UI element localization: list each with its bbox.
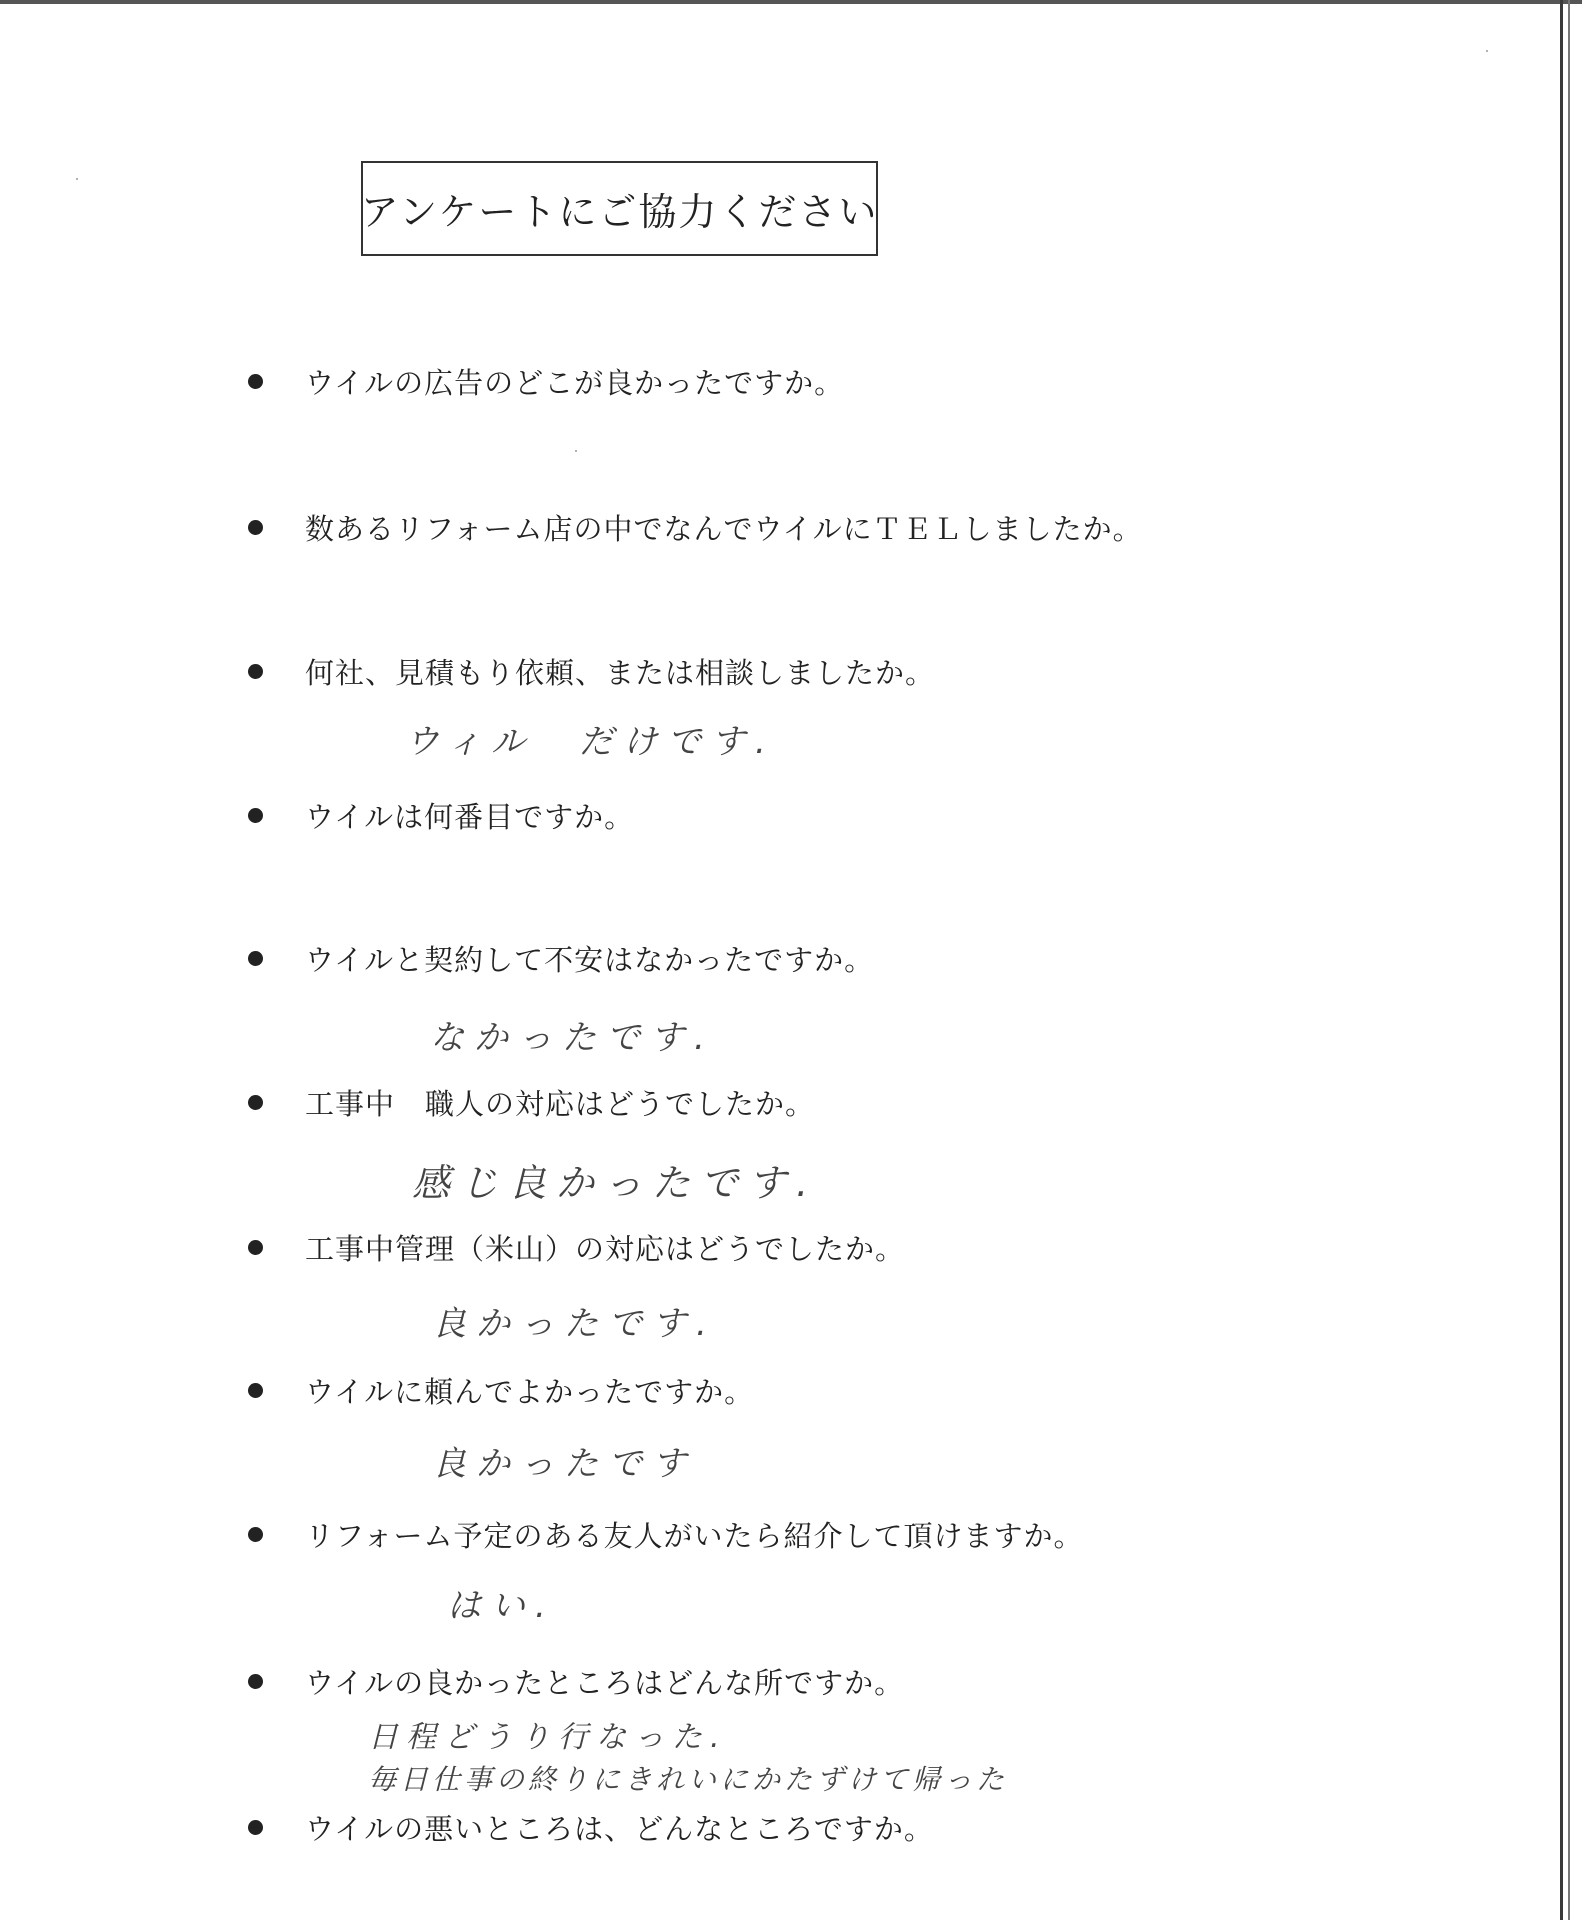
question-item [248, 651, 935, 691]
question-text: ウイルに頼んでよかったですか。 [305, 1374, 755, 1409]
handwritten-answer: なかったです. [430, 1018, 715, 1058]
question-item [248, 1370, 754, 1410]
bullet-icon [248, 1383, 263, 1398]
question-text: 数あるリフォーム店の中でなんでウイルにＴＥＬしましたか。 [305, 511, 1143, 546]
handwritten-answer: 良かったです. [432, 1304, 717, 1344]
question-text: 何社、見積もり依頼、または相談しましたか。 [305, 655, 936, 690]
question-item [248, 1807, 934, 1847]
question-item [248, 938, 874, 978]
scan-right-edge-inner [1568, 0, 1570, 1920]
question-item [248, 361, 844, 401]
handwritten-answer: 良かったです [432, 1444, 696, 1484]
bullet-icon [248, 1095, 263, 1110]
handwritten-answer: ウィル だけです. [405, 722, 776, 762]
bullet-icon [248, 808, 263, 823]
question-item [248, 1082, 815, 1122]
scan-right-edge [1560, 0, 1563, 1920]
survey-title-box [361, 161, 878, 256]
scan-top-edge [0, 0, 1582, 4]
question-item [248, 1661, 904, 1701]
question-item [248, 1514, 1084, 1554]
question-item [248, 795, 634, 835]
question-text: リフォーム予定のある友人がいたら紹介して頂けますか。 [305, 1518, 1084, 1553]
question-text: ウイルの広告のどこが良かったですか。 [305, 365, 845, 400]
question-text: 工事中 職人の対応はどうでしたか。 [305, 1086, 816, 1121]
bullet-icon [248, 1527, 263, 1542]
bullet-icon [248, 1674, 263, 1689]
question-text: ウイルは何番目ですか。 [305, 799, 635, 834]
scan-speck [575, 450, 577, 452]
bullet-icon [248, 374, 263, 389]
handwritten-answer-line-2: 毎日仕事の終りにきれいにかたずけて帰った [368, 1763, 1009, 1796]
bullet-icon [248, 520, 263, 535]
bullet-icon [248, 1820, 263, 1835]
handwritten-answer: はい. [447, 1586, 556, 1626]
question-text: ウイルの良かったところはどんな所ですか。 [305, 1665, 905, 1700]
question-text: ウイルと契約して不安はなかったですか。 [305, 942, 875, 977]
question-item [248, 507, 1143, 547]
bullet-icon [248, 664, 263, 679]
scan-speck [1486, 50, 1488, 52]
handwritten-answer: 日程どうり行なった. [368, 1720, 728, 1755]
bullet-icon [248, 951, 263, 966]
question-item [248, 1227, 905, 1267]
survey-title: アンケートにご協力ください [360, 190, 879, 234]
handwritten-answer: 感じ良かったです. [412, 1161, 819, 1205]
bullet-icon [248, 1240, 263, 1255]
scan-speck [76, 178, 78, 180]
question-text: 工事中管理（米山）の対応はどうでしたか。 [305, 1231, 906, 1266]
question-text: ウイルの悪いところは、どんなところですか。 [305, 1811, 934, 1846]
